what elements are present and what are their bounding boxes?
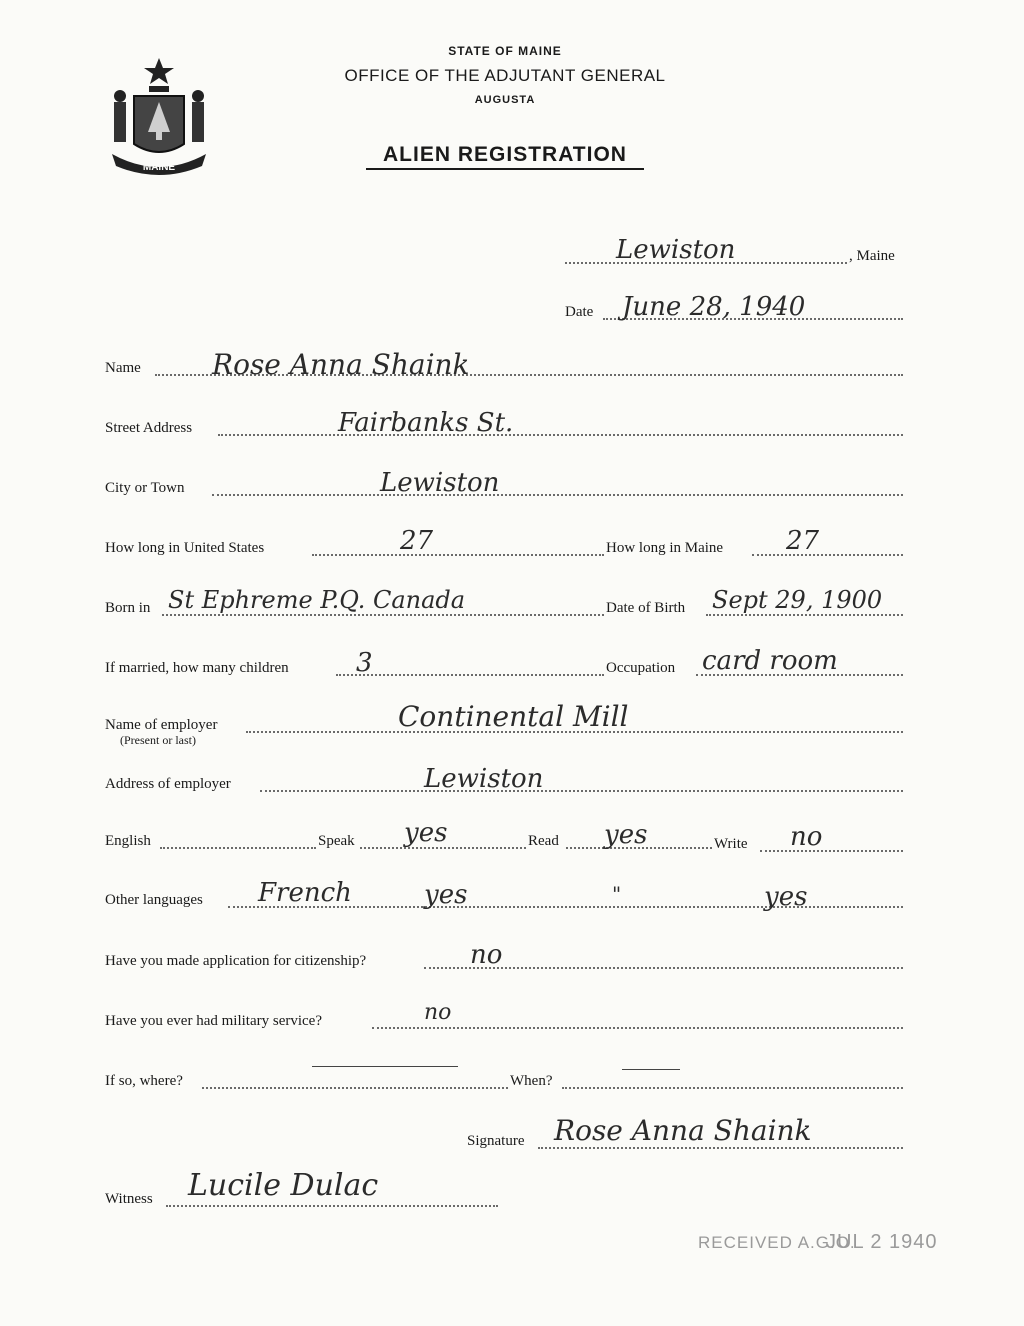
citizenship-label: Have you made application for citizenship? (105, 953, 367, 969)
received-stamp-date: JUL 2 1940 (826, 1231, 938, 1253)
military-label: Have you ever had military service? (105, 1013, 322, 1029)
born-in-line (162, 614, 604, 616)
city-label: City or Town (105, 480, 185, 496)
occupation-label: Occupation (606, 660, 676, 676)
employer-address-value: Lewiston (424, 764, 544, 794)
witness-value: Lucile Dulac (188, 1168, 379, 1203)
children-line (336, 674, 604, 676)
where-dash (312, 1066, 458, 1067)
place-value: Lewiston (616, 235, 736, 265)
employer-label: Name of employer (105, 717, 218, 733)
date-label: Date (565, 304, 594, 320)
street-line (218, 434, 903, 436)
name-label: Name (105, 360, 141, 376)
born-in-value: St Ephreme P.Q. Canada (168, 586, 466, 614)
born-in-label: Born in (105, 600, 151, 616)
date-of-birth-line (706, 614, 903, 616)
write-label: Write (714, 836, 748, 852)
city-line (212, 494, 903, 496)
signature-line (538, 1147, 903, 1149)
title-underline (366, 168, 644, 170)
name-value: Rose Anna Shaink (212, 348, 470, 381)
employer-value: Continental Mill (398, 700, 629, 733)
military-value: no (424, 1000, 452, 1025)
how-long-maine-value: 27 (786, 526, 820, 556)
speak-label: Speak (318, 833, 355, 849)
svg-text:MAINE: MAINE (142, 162, 176, 173)
if-so-where-label: If so, where? (105, 1073, 183, 1089)
date-of-birth-value: Sept 29, 1900 (712, 586, 883, 614)
city-value: Lewiston (380, 468, 500, 498)
witness-label: Witness (105, 1191, 153, 1207)
witness-line (166, 1205, 498, 1207)
date-value: June 28, 1940 (622, 292, 806, 322)
when-line (562, 1087, 903, 1089)
other-read-value: " (612, 882, 622, 906)
how-long-maine-line (752, 554, 903, 556)
date-of-birth-label: Date of Birth (606, 600, 686, 616)
read-label: Read (528, 833, 559, 849)
how-long-us-value: 27 (400, 526, 434, 556)
english-line (160, 847, 316, 849)
state-seal-icon (104, 56, 214, 176)
received-stamp: RECEIVED A.G.O. (698, 1233, 856, 1252)
speak-value: yes (404, 818, 448, 848)
children-label: If married, how many children (105, 660, 289, 676)
form-title: ALIEN REGISTRATION (383, 143, 627, 166)
header-city: AUGUSTA (474, 94, 536, 106)
other-speak-value: yes (424, 880, 468, 910)
when-dash (622, 1069, 680, 1070)
write-line (760, 850, 903, 852)
signature-label: Signature (467, 1133, 525, 1149)
if-so-where-line (202, 1087, 508, 1089)
street-label: Street Address (105, 420, 193, 436)
write-value: no (790, 822, 823, 852)
military-line (372, 1027, 903, 1029)
how-long-us-line (312, 554, 604, 556)
how-long-maine-label: How long in Maine (606, 540, 724, 556)
citizenship-value: no (470, 940, 503, 970)
header-office: OFFICE OF THE ADJUTANT GENERAL (344, 66, 666, 85)
employer-sub-label: (Present or last) (120, 733, 196, 747)
employer-address-label: Address of employer (105, 776, 231, 792)
street-value: Fairbanks St. (338, 408, 514, 438)
signature-value: Rose Anna Shaink (554, 1114, 812, 1147)
employer-address-line (260, 790, 903, 792)
other-language-value: French (258, 878, 352, 908)
read-value: yes (604, 820, 648, 850)
maine-label: , Maine (849, 248, 895, 264)
when-label: When? (510, 1073, 553, 1089)
other-languages-label: Other languages (105, 892, 203, 908)
how-long-us-label: How long in United States (105, 540, 265, 556)
header-state: STATE OF MAINE (448, 44, 562, 58)
occupation-value: card room (702, 646, 838, 676)
english-label: English (105, 833, 151, 849)
children-value: 3 (356, 648, 373, 678)
other-write-value: yes (764, 882, 808, 912)
